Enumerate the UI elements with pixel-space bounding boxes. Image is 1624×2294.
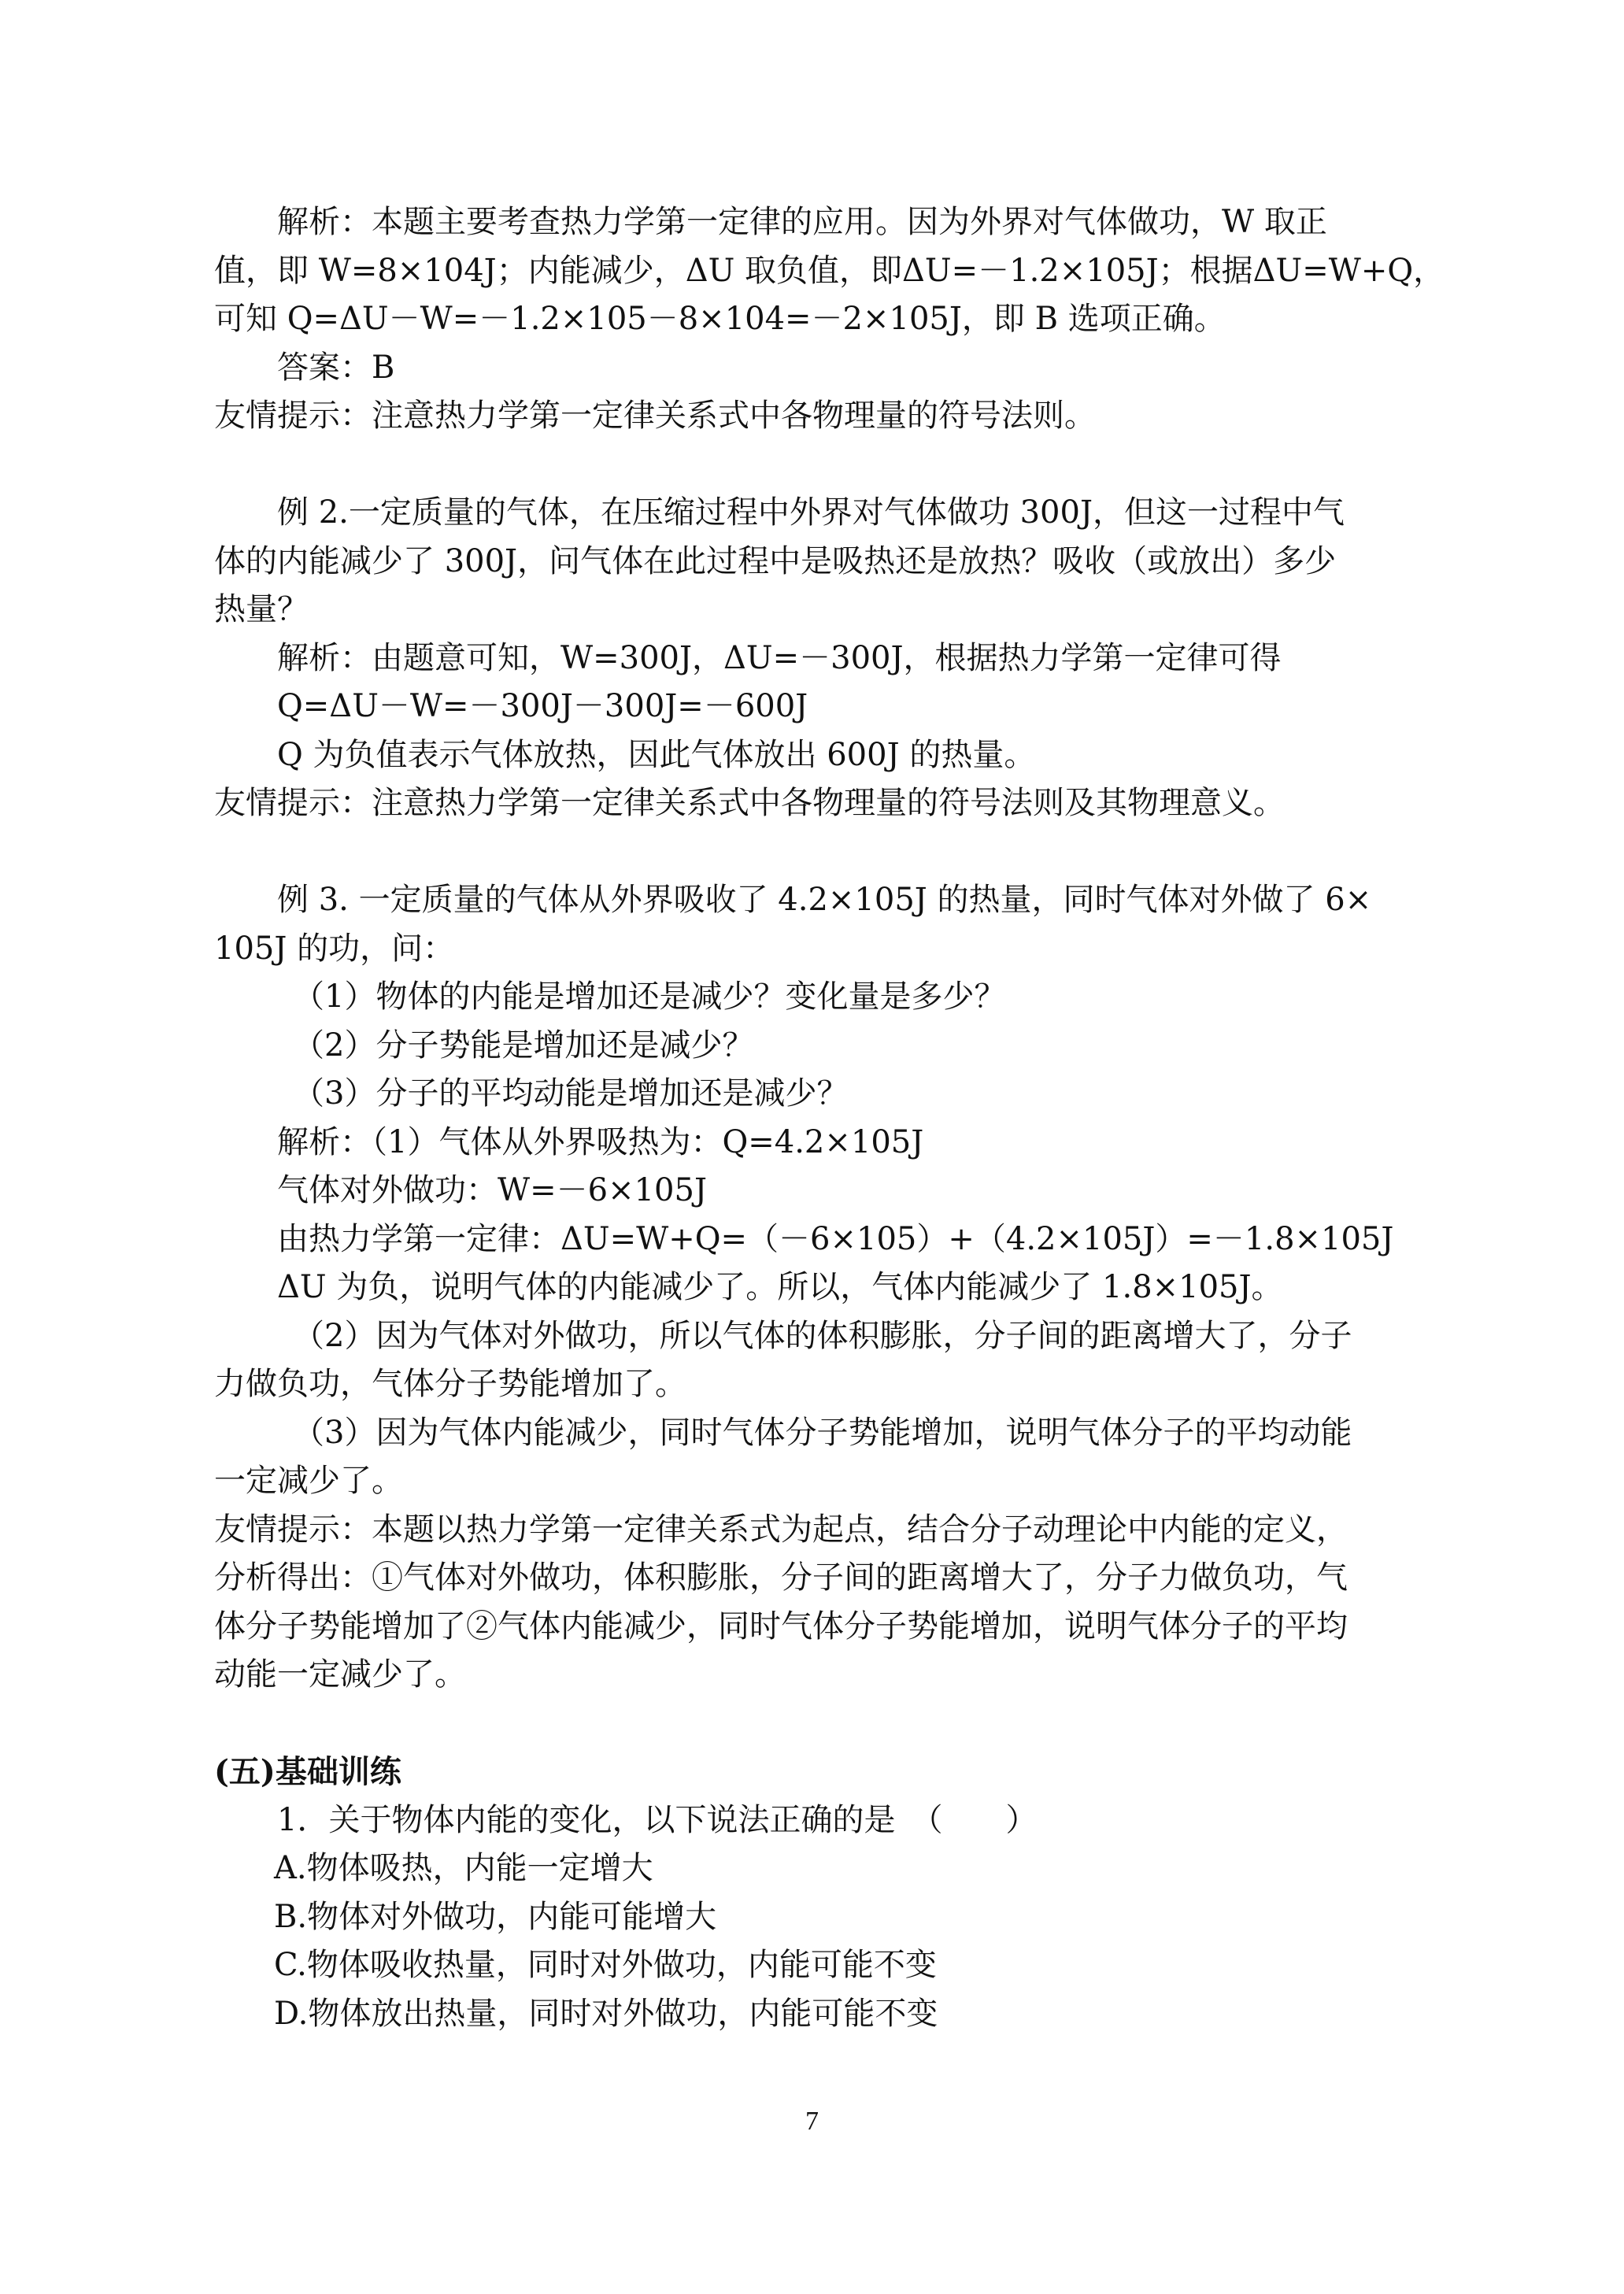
text-line: 体的内能减少了 300J，问气体在此过程中是吸热还是放热？吸收（或放出）多少 (214, 542, 1337, 579)
spacer (214, 441, 1411, 490)
text-line: 力做负功，气体分子势能增加了。 (214, 1366, 686, 1402)
text-line: 可知 Q=ΔU－W=－1.2×105－8×104=－2×105J，即 B 选项正确。 (214, 301, 1226, 337)
spacer (214, 828, 1411, 877)
option-c: C.物体吸收热量，同时对外做功，内能可能不变 (274, 1947, 937, 1983)
section-heading: (五)基础训练 (214, 1753, 401, 1790)
option-a: A.物体吸热，内能一定增大 (274, 1850, 653, 1886)
page-number: 7 (805, 2107, 819, 2136)
text-line: 一定减少了。 (214, 1463, 403, 1499)
equation-line: 气体对外做功：W=－6×105J (277, 1172, 707, 1208)
text-line: 解析：本题主要考查热力学第一定律的应用。因为外界对气体做功，W 取正 (277, 204, 1327, 240)
page-body (214, 198, 1445, 2038)
tip-line: 友情提示：本题以热力学第一定律关系式为起点，结合分子动理论中内能的定义， (214, 1511, 1348, 1548)
tip-line: 动能一定减少了。 (214, 1656, 466, 1693)
example-3-title: 例 3. 一定质量的气体从外界吸收了 4.2×105J 的热量，同时气体对外做了 6× (277, 882, 1372, 918)
tip-line: 体分子势能增加了②气体内能减少，同时气体分子势能增加，说明气体分子的平均 (214, 1608, 1348, 1645)
question-line: （1）物体的内能是增加还是减少？变化量是多少？ (293, 979, 1006, 1015)
tip-line: 友情提示：注意热力学第一定律关系式中各物理量的符号法则及其物理意义。 (214, 785, 1285, 821)
text-line: （3）因为气体内能减少，同时气体分子势能增加，说明气体分子的平均动能 (293, 1414, 1352, 1451)
tip-line: 分析得出：①气体对外做功，体积膨胀，分子间的距离增大了，分子力做负功，气 (214, 1560, 1348, 1596)
text-line: （2）因为气体对外做功，所以气体的体积膨胀，分子间的距离增大了，分子 (293, 1317, 1352, 1354)
text-line: Q 为负值表示气体放热，因此气体放出 600J 的热量。 (277, 736, 1036, 773)
option-b: B.物体对外做功，内能可能增大 (274, 1898, 717, 1935)
question-line: （3）分子的平均动能是增加还是减少？ (293, 1075, 849, 1112)
exercise-question: 1．关于物体内能的变化，以下说法正确的是 （ ） (277, 1801, 1038, 1838)
text-line: 解析：（1）气体从外界吸热为：Q=4.2×105J (277, 1123, 924, 1160)
example-2-title: 例 2.一定质量的气体，在压缩过程中外界对气体做功 300J，但这一过程中气 (277, 494, 1345, 531)
spacer (214, 1700, 1411, 1748)
answer-line: 答案：B (277, 349, 395, 386)
question-line: （2）分子势能是增加还是减少？ (293, 1027, 754, 1064)
text-line: 热量？ (214, 591, 309, 627)
option-d: D.物体放出热量，同时对外做功，内能可能不变 (274, 1995, 938, 2032)
text-line: ΔU 为负，说明气体的内能减少了。所以，气体内能减少了 1.8×105J。 (277, 1269, 1283, 1305)
tip-line: 友情提示：注意热力学第一定律关系式中各物理量的符号法则。 (214, 398, 1096, 434)
equation-line: 由热力学第一定律：ΔU=W+Q=（－6×105）+（4.2×105J）=－1.8×105J (277, 1220, 1394, 1257)
text-line: 值，即 W=8×104J；内能减少，ΔU 取负值，即ΔU=－1.2×105J；根据ΔU=W+Q， (214, 252, 1445, 289)
text-line: 解析：由题意可知，W=300J，ΔU=－300J，根据热力学第一定律可得 (277, 639, 1282, 676)
text-line: 105J 的功，问： (214, 930, 455, 967)
equation-line: Q=ΔU－W=－300J－300J=－600J (277, 688, 808, 724)
